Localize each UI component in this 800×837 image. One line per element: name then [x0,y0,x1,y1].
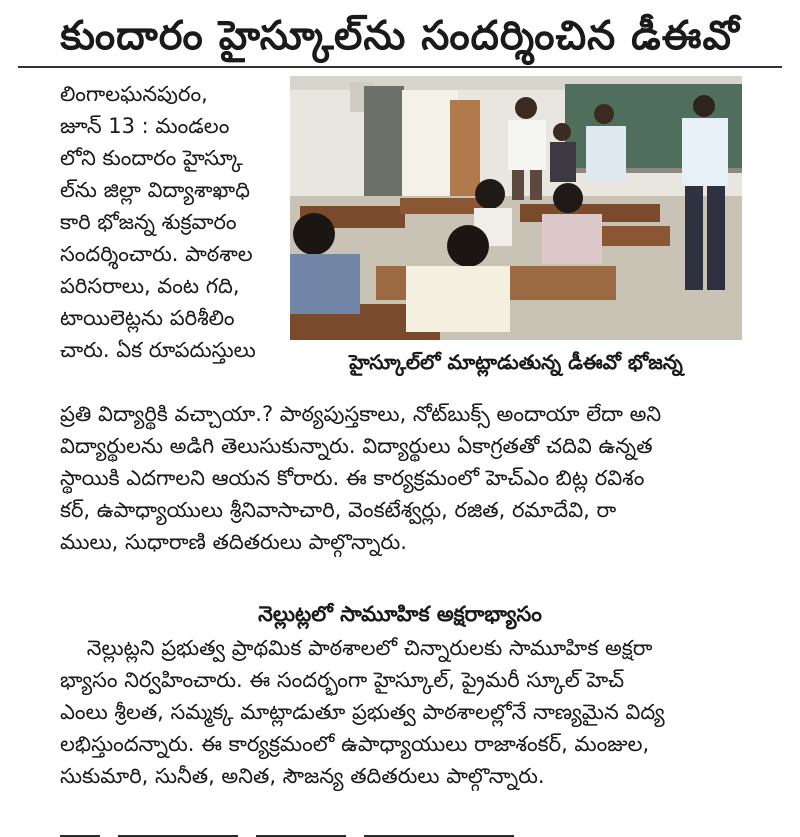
sub-line: లభిస్తుందన్నారు. ఈ కార్యక్రమంలో ఉపాధ్యాయులు రాజాశంకర్, మంజుల, [60,732,650,756]
sub-line: ఎంలు శ్రీలత, సమ్మక్క మాట్లాడుతూ ప్రభుత్వ పాఠశాలల్లోనే నాణ్యమైన విద్య [60,700,665,724]
body-line: స్థాయికి ఎదగాలని ఆయన కోరారు. ఈ కార్యక్రమంలో హెచ్ఎం బిట్ల రవిశం [60,466,645,490]
body-paragraph [60,398,750,558]
lead-line: ల్‌ను జిల్లా విద్యాశాఖాధి [60,178,250,202]
lead-line: టాయిలెట్లను పరిశీలిం [60,306,235,330]
lead-line: చారు. ఏక రూపదుస్తులు [60,338,256,362]
body-line: కర్, ఉపాధ్యాయులు శ్రీనివాసాచారి, వెంకటేశ్వర్లు, రజిత, రమాదేవి, రా [60,498,617,522]
headline: కుందారం హైస్కూల్‌ను సందర్శించిన డీఈవో [60,13,740,59]
sub-line: సుకుమారి, సునీత, అనిత, సౌజన్య తదితరులు పాల్గొన్నారు. [60,764,545,788]
classroom-photo [290,76,742,340]
cropped-next-line [60,823,750,837]
photo-caption: హైస్కూల్‌లో మాట్లాడుతున్న డీఈవో భోజన్న [349,350,683,374]
lead-line: సందర్శించారు. పాఠశాల [60,242,253,266]
subheading: నెల్లుట్లలో సామూహిక అక్షరాభ్యాసం [258,602,542,626]
sub-paragraph [60,632,750,792]
lead-column [60,78,282,366]
headline-rule [18,66,782,68]
lead-line: లింగాలఘనపురం, [60,82,208,106]
lead-line: లోని కుందారం హైస్కూ [60,146,243,170]
lead-line: జూన్ 13 : మండలం [60,114,230,138]
body-line: ప్రతి విద్యార్థికి వచ్చాయా.? పాఠ్యపుస్తకాలు, నోట్‌బుక్స్ అందాయా లేదా అని [60,402,662,426]
lead-line: పరిసరాలు, వంట గది, [60,274,240,298]
sub-line: నెల్లుట్లని ప్రభుత్వ ప్రాథమిక పాఠశాలలో చిన్నారులకు సామూహిక అక్షరా [60,636,653,660]
sub-line: భ్యాసం నిర్వహించారు. ఈ సందర్భంగా హైస్కూల్, ప్రైమరీ స్కూల్ హెచ్ [60,668,625,692]
body-line: ములు, సుధారాణి తదితరులు పాల్గొన్నారు. [60,530,407,554]
lead-line: కారి భోజన్న శుక్రవారం [60,210,237,234]
body-line: విద్యార్థులను అడిగి తెలుసుకున్నారు. విద్యార్థులు ఏకాగ్రతతో చదివి ఉన్నత [60,434,653,458]
